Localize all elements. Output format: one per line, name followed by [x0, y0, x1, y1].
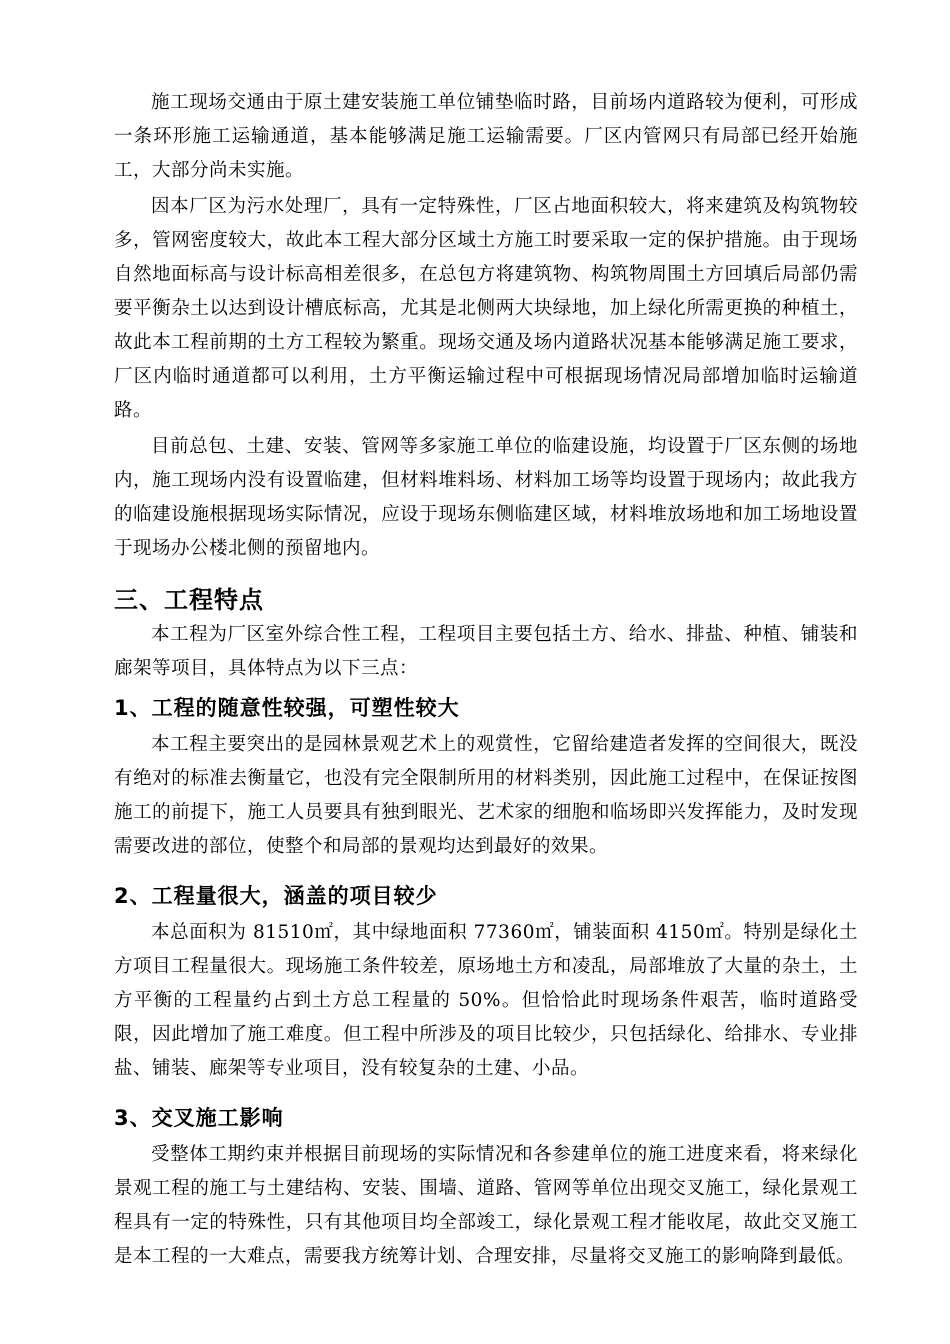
point-1-paragraph: 本工程主要突出的是园林景观艺术上的观赏性，它留给建造者发挥的空间很大，既没有绝对的标准去衡量它，也没有完全限制所用的材料类别，因此施工过程中，在保证按图施工的前提下，施工人员要具有独到眼光、艺术家的细胞和临场即兴发挥能力，及时发现需要改进的部位，使整个和局部的景观均达到最好的效果。: [114, 734, 858, 857]
point-3-heading: 3、交叉施工影响: [114, 1106, 284, 1130]
section-intro-paragraph: 本工程为厂区室外综合性工程，工程项目主要包括土方、给水、排盐、种植、铺装和廊架等项目，具体特点为以下三点：: [114, 624, 858, 679]
intro-paragraph-earthwork: 因本厂区为污水处理厂，具有一定特殊性，厂区占地面积较大，将来建筑及构筑物较多，管网密度较大，故此本工程大部分区域土方施工时要采取一定的保护措施。由于现场自然地面标高与设计标高相差很多，在总包方将建筑物、构筑物周围土方回填后局部仍需要平衡杂土以达到设计槽底标高，尤其是北侧两大块绿地，加上绿化所需更换的种植土，故此本工程前期的土方工程较为繁重。现场交通及场内道路状况基本能够满足施工要求，厂区内临时通道都可以利用，土方平衡运输过程中可根据现场情况局部增加临时运输道路。: [114, 196, 858, 421]
point-3-paragraph: 受整体工期约束并根据目前现场的实际情况和各参建单位的施工进度来看，将来绿化景观工程的施工与土建结构、安装、围墙、道路、管网等单位出现交叉施工，绿化景观工程具有一定的特殊性，只有其他项目均全部竣工，绿化景观工程才能收尾，故此交叉施工是本工程的一大难点，需要我方统筹计划、合理安排，尽量将交叉施工的影响降到最低。: [114, 1144, 858, 1267]
point-2-paragraph: 本总面积为 81510㎡，其中绿地面积 77360㎡，铺装面积 4150㎡。特别是绿化土方项目工程量很大。现场施工条件较差，原场地土方和凌乱，局部堆放了大量的杂土，土方平衡的工程量约占到土方总工程量的 50%。但恰恰此时现场条件艰苦，临时道路受限，因此增加了施工难度。但工程中所涉及的项目比较少，只包括绿化、给排水、专业排盐、铺装、廊架等专业项目，没有较复杂的土建、小品。: [114, 922, 858, 1079]
point-2-heading: 2、工程量很大，涵盖的项目较少: [114, 884, 438, 908]
intro-paragraph-temporary-facilities: 目前总包、土建、安装、管网等多家施工单位的临建设施，均设置于厂区东侧的场地内，施工现场内没有设置临建，但材料堆料场、材料加工场等均设置于现场内；故此我方的临建设施根据现场实际情况，应设于现场东侧临建区域，材料堆放场地和加工场地设置于现场办公楼北侧的预留地内。: [114, 436, 858, 559]
intro-paragraph-traffic: 施工现场交通由于原土建安装施工单位铺垫临时路，目前场内道路较为便利，可形成一条环形施工运输通道，基本能够满足施工运输需要。厂区内管网只有局部已经开始施工，大部分尚未实施。: [114, 92, 858, 181]
section-heading: 三、工程特点: [114, 586, 264, 614]
point-1-heading: 1、工程的随意性较强，可塑性较大: [114, 696, 460, 720]
document-page: [114, 86, 858, 1274]
